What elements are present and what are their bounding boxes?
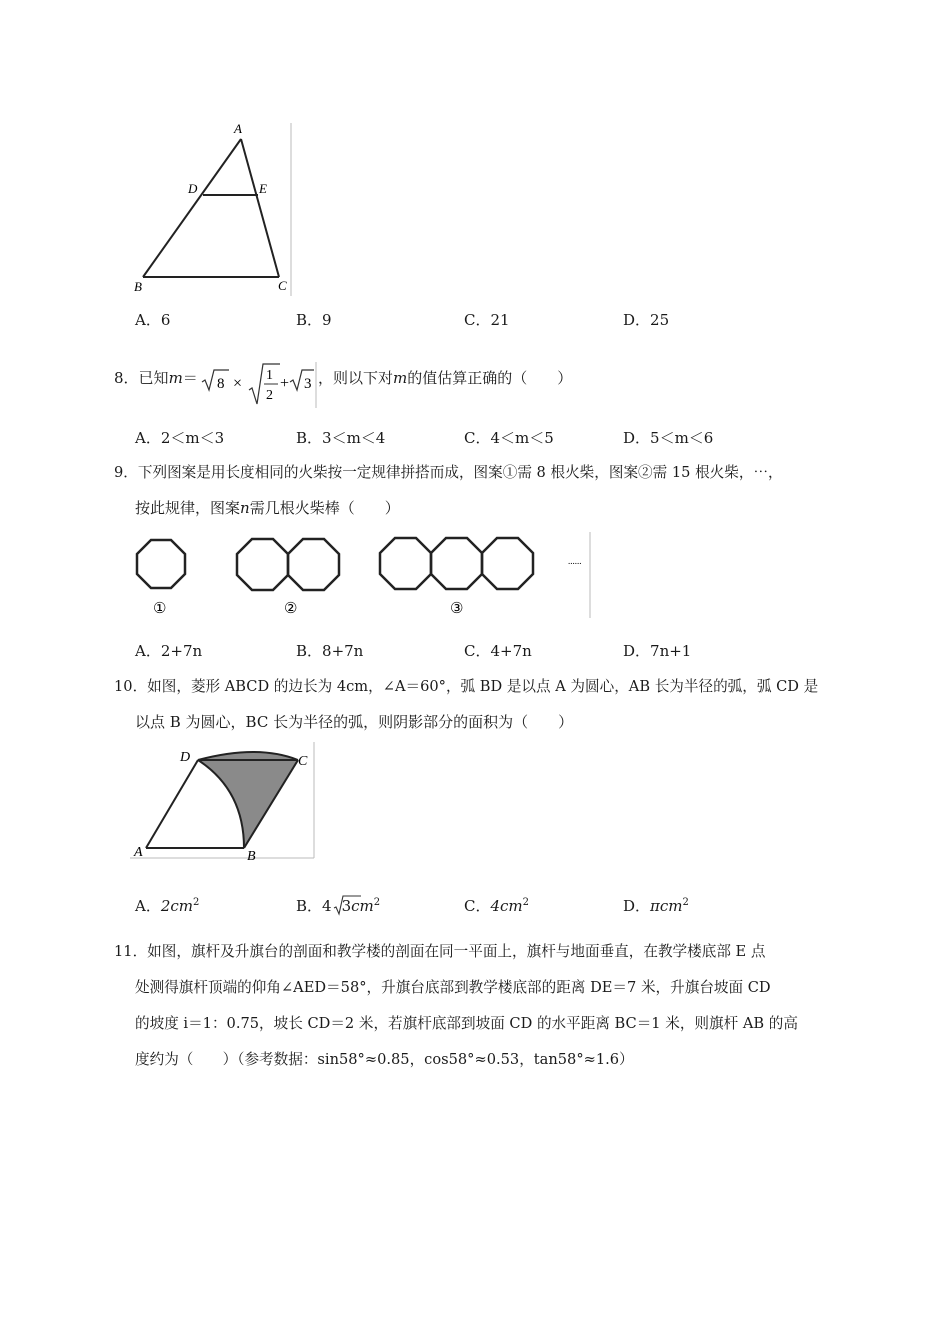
- q9-stem-line2: 按此规律，图案n需几根火柴棒（ ）: [135, 499, 400, 517]
- octagon: [482, 538, 533, 589]
- svg-text:+: +: [280, 375, 290, 392]
- q10-stem-line1: 10．如图，菱形 ABCD 的边长为 4cm，∠A＝60°，弧 BD 是以点 A 为圆心，AB 长为半径的弧，弧 CD 是: [114, 678, 819, 695]
- label-D: D: [188, 181, 198, 196]
- q10-option-a[interactable]: A．$2cm^2$: [135, 897, 200, 915]
- svg-text:8: 8: [217, 376, 225, 392]
- label-B: B: [134, 279, 142, 294]
- pattern-label-1: ①: [153, 601, 167, 617]
- q10-option-b[interactable]: B．4 $3cm^2$: [296, 897, 381, 915]
- q9-octagon-pattern-figure: [128, 530, 598, 622]
- q8-stem: 8．已知m＝: [114, 369, 198, 387]
- pattern-label-3: ③: [450, 601, 464, 617]
- q8-option-d[interactable]: D．5＜m＜6: [623, 429, 714, 447]
- octagon: [237, 539, 288, 590]
- svg-text:1: 1: [266, 368, 273, 383]
- octagon: [380, 538, 431, 589]
- side-AD: [146, 760, 198, 848]
- label-B: B: [247, 849, 256, 862]
- octagon: [137, 540, 185, 588]
- q7-option-b[interactable]: B．9: [296, 311, 332, 329]
- continuation-dots: ......: [568, 556, 582, 566]
- q8-option-c[interactable]: C．4＜m＜5: [464, 429, 554, 447]
- q9-option-d[interactable]: D．7n+1: [623, 642, 692, 660]
- q8-option-a[interactable]: A．2＜m＜3: [135, 429, 225, 447]
- q10-rhombus-figure: [128, 740, 318, 862]
- octagon: [288, 539, 339, 590]
- svg-text:2: 2: [266, 388, 273, 403]
- sqrt-icon: 3: [333, 896, 352, 916]
- segment-AC: [241, 139, 279, 277]
- q10-option-c[interactable]: C．$4cm^2$: [464, 897, 530, 915]
- label-C: C: [298, 754, 308, 769]
- pattern-label-2: ②: [284, 601, 298, 617]
- segment-AB: [143, 139, 241, 277]
- q7-triangle-figure: [128, 120, 298, 300]
- svg-text:3: 3: [304, 376, 312, 392]
- q10-option-d[interactable]: D．πcm$^2$: [623, 897, 689, 915]
- q10-stem-line2: 以点 B 为圆心，BC 长为半径的弧，则阴影部分的面积为（ ）: [135, 713, 574, 731]
- label-D: D: [180, 750, 191, 765]
- label-A: A: [234, 121, 242, 136]
- q9-option-a[interactable]: A．2+7n: [135, 642, 203, 660]
- q8-option-b[interactable]: B．3＜m＜4: [296, 429, 386, 447]
- q7-option-a[interactable]: A．6: [135, 311, 171, 329]
- octagon: [431, 538, 482, 589]
- label-A: A: [134, 845, 143, 860]
- q7-option-d[interactable]: D．25: [623, 311, 670, 329]
- label-E: E: [259, 181, 267, 196]
- q11-stem-line3: 的坡度 i＝1：0.75，坡长 CD＝2 米，若旗杆底部到坡面 CD 的水平距离 BC＝1 米，则旗杆 AB 的高: [135, 1015, 798, 1032]
- svg-text:×: ×: [233, 375, 243, 392]
- q11-stem-line2: 处测得旗杆顶端的仰角∠AED＝58°，升旗台底部到教学楼底部的距离 DE＝7 米，升旗台坡面 CD: [135, 979, 771, 996]
- q9-stem-line1: 9．下列图案是用长度相同的火柴按一定规律拼搭而成，图案①需 8 根火柴，图案②需 15 根火柴，⋯，: [114, 464, 783, 481]
- label-C: C: [278, 278, 287, 293]
- q8-stem-tail: ，则以下对m的值估算正确的（ ）: [318, 369, 573, 387]
- q9-option-c[interactable]: C．4+7n: [464, 642, 532, 660]
- q7-option-c[interactable]: C．21: [464, 311, 510, 329]
- q8-formula: [200, 360, 318, 410]
- q9-option-b[interactable]: B．8+7n: [296, 642, 364, 660]
- q11-stem-line1: 11．如图，旗杆及升旗台的剖面和教学楼的剖面在同一平面上，旗杆与地面垂直，在教学楼底部 E 点: [114, 943, 766, 960]
- shaded-region: [198, 752, 298, 848]
- q11-stem-line4: 度约为（ ）（参考数据：sin58°≈0.85，cos58°≈0.53，tan58°≈1.6）: [135, 1051, 634, 1068]
